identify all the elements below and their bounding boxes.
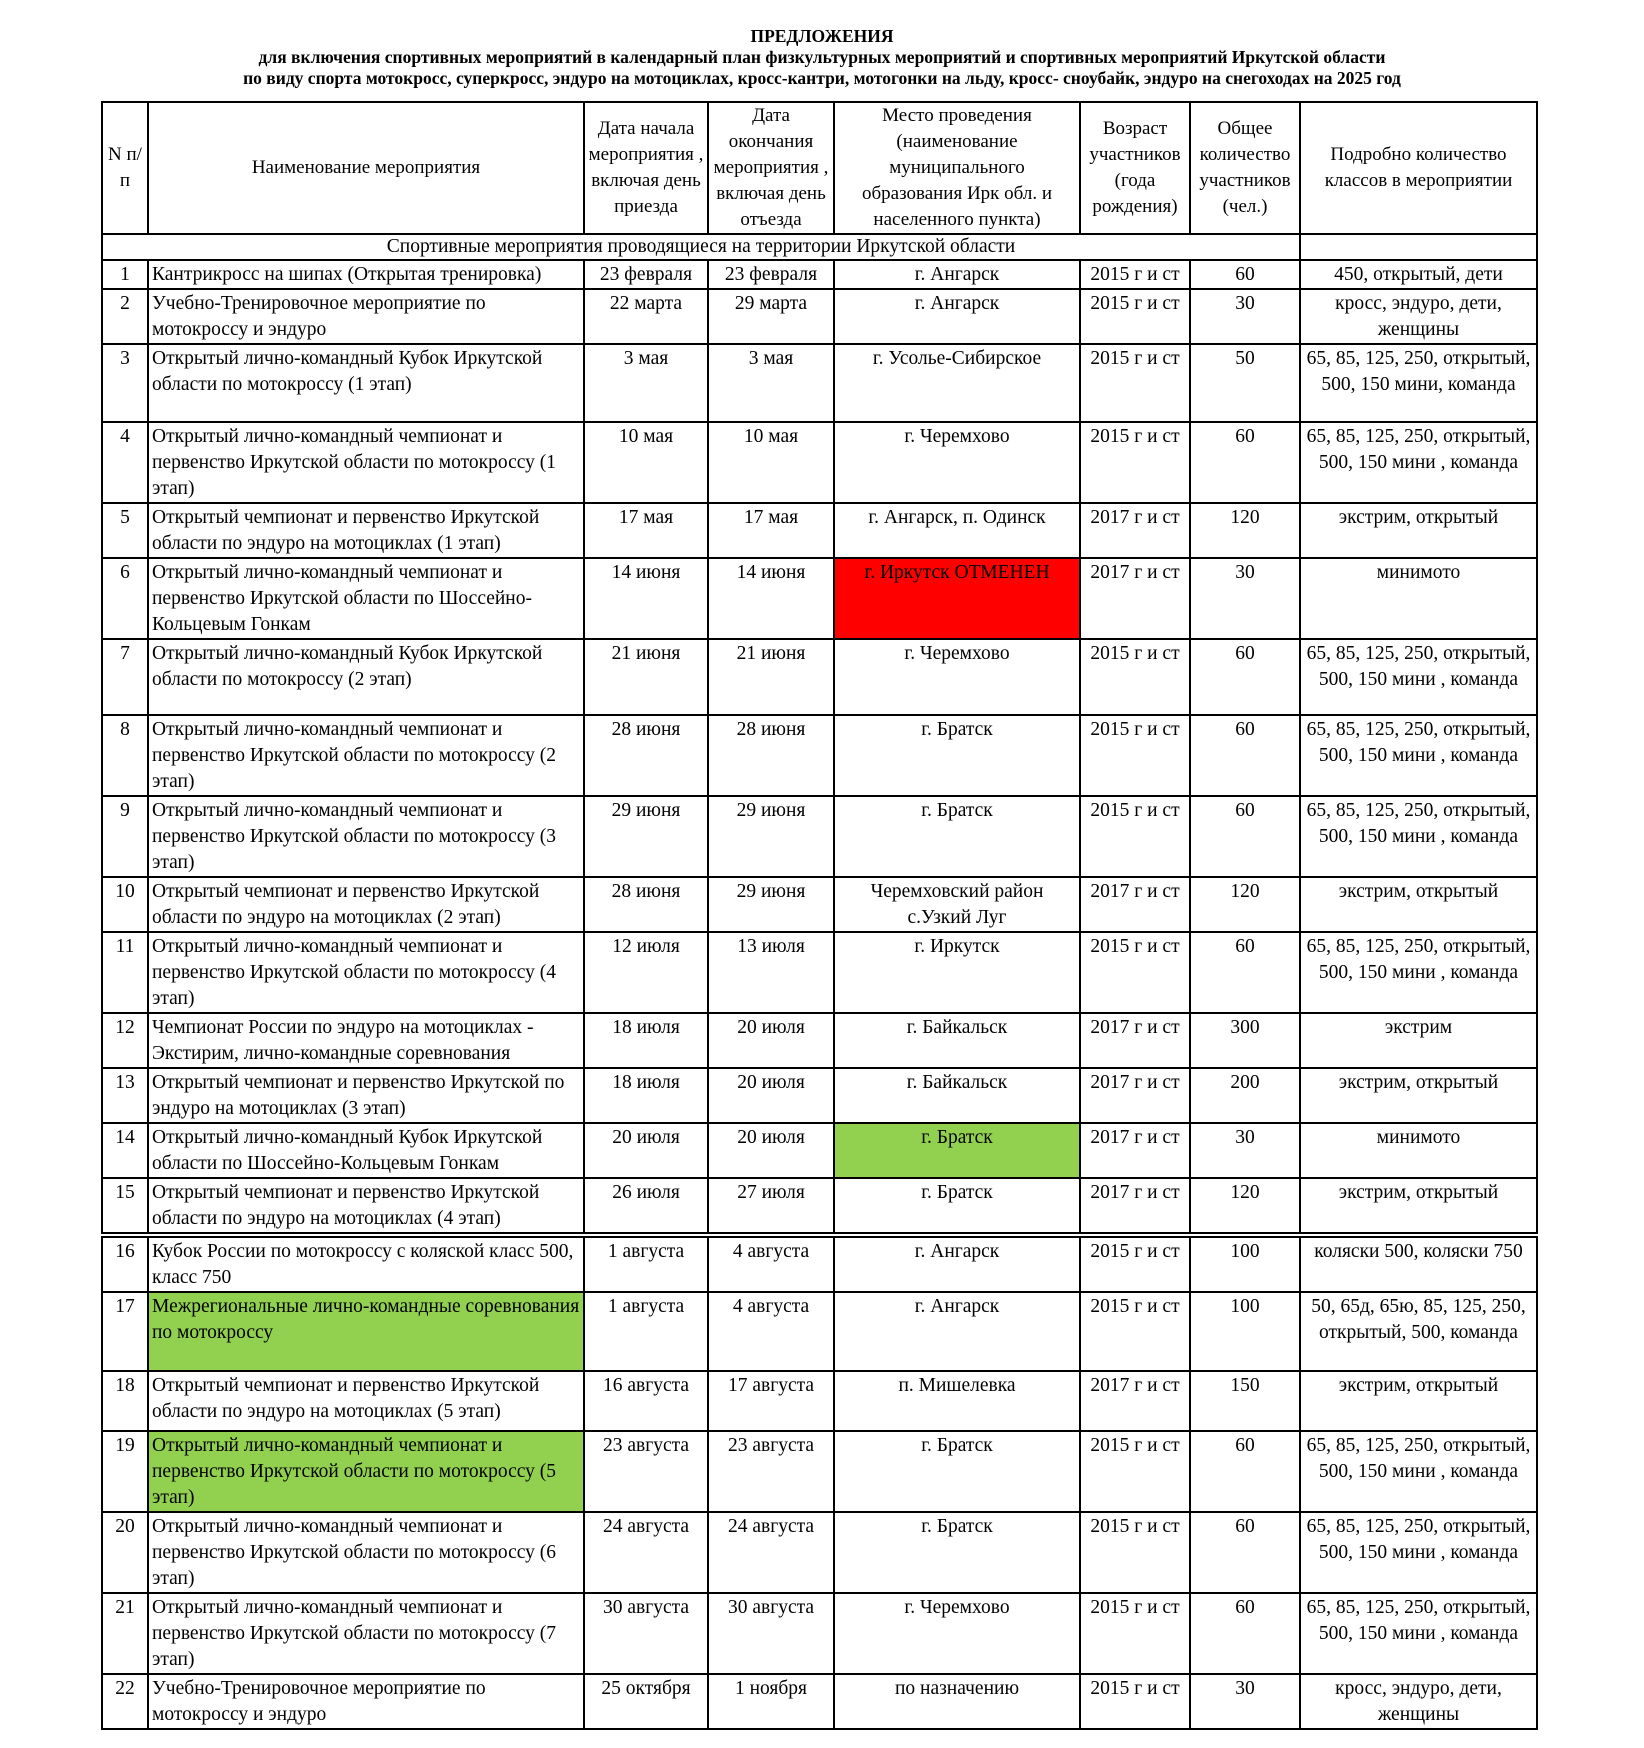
cell-count: 60 <box>1190 796 1300 877</box>
header-name: Наименование мероприятия <box>148 102 584 234</box>
cell-classes: 450, открытый, дети <box>1300 260 1537 289</box>
cell-count: 120 <box>1190 503 1300 558</box>
cell-age: 2015 г и ст <box>1080 932 1190 1013</box>
cell-age: 2015 г и ст <box>1080 289 1190 344</box>
header-count: Общее количество участников (чел.) <box>1190 102 1300 234</box>
cell-number: 15 <box>102 1178 148 1233</box>
cell-event-name: Чемпионат России по эндуро на мотоциклах - Экстирим, лично-командные соревнования <box>148 1013 584 1068</box>
cell-event-name: Открытый лично-командный чемпионат и первенство Иркутской области по мотокроссу (7 этап) <box>148 1593 584 1674</box>
table-row <box>102 1237 1537 1292</box>
cell-end-date: 1 ноября <box>708 1674 834 1729</box>
cell-age: 2017 г и ст <box>1080 1178 1190 1233</box>
cell-count: 30 <box>1190 1123 1300 1178</box>
cell-place: п. Мишелевка <box>834 1371 1080 1431</box>
cell-end-date: 20 июля <box>708 1123 834 1178</box>
cell-end-date: 28 июня <box>708 715 834 796</box>
cell-start-date: 23 августа <box>584 1431 708 1512</box>
cell-place: г. Черемхово <box>834 422 1080 503</box>
document-title: ПРЕДЛОЖЕНИЯ <box>750 26 894 46</box>
cell-age: 2015 г и ст <box>1080 1593 1190 1674</box>
cell-age: 2015 г и ст <box>1080 344 1190 422</box>
cell-number: 12 <box>102 1013 148 1068</box>
cell-classes: кросс, эндуро, дети, женщины <box>1300 1674 1537 1729</box>
cell-classes: минимото <box>1300 1123 1537 1178</box>
cell-start-date: 26 июля <box>584 1178 708 1233</box>
cell-event-name: Открытый лично-командный Кубок Иркутской области по Шоссейно-Кольцевым Гонкам <box>148 1123 584 1178</box>
cell-number: 18 <box>102 1371 148 1431</box>
table-row <box>102 1674 1537 1729</box>
table-row <box>102 260 1537 289</box>
cell-end-date: 30 августа <box>708 1593 834 1674</box>
table-row <box>102 1123 1537 1178</box>
section-row <box>102 234 1537 260</box>
cell-start-date: 23 февраля <box>584 260 708 289</box>
cell-count: 100 <box>1190 1292 1300 1371</box>
cell-number: 7 <box>102 639 148 715</box>
cell-age: 2015 г и ст <box>1080 1674 1190 1729</box>
cell-event-name: Открытый чемпионат и первенство Иркутской области по эндуро на мотоциклах (1 этап) <box>148 503 584 558</box>
cell-place: г. Черемхово <box>834 639 1080 715</box>
cell-number: 20 <box>102 1512 148 1593</box>
header-row <box>102 102 1537 234</box>
cell-end-date: 4 августа <box>708 1237 834 1292</box>
cell-age: 2017 г и ст <box>1080 503 1190 558</box>
cell-place: г. Братск <box>834 796 1080 877</box>
cell-start-date: 10 мая <box>584 422 708 503</box>
cell-end-date: 20 июля <box>708 1013 834 1068</box>
table-row <box>102 289 1537 344</box>
cell-count: 50 <box>1190 344 1300 422</box>
section-empty-cell <box>1300 234 1537 260</box>
cell-classes: 65, 85, 125, 250, открытый, 500, 150 мини , команда <box>1300 639 1537 715</box>
cell-classes: 65, 85, 125, 250, открытый, 500, 150 мини , команда <box>1300 422 1537 503</box>
cell-classes: 65, 85, 125, 250, открытый, 500, 150 мини, команда <box>1300 344 1537 422</box>
cell-age: 2017 г и ст <box>1080 1123 1190 1178</box>
cell-start-date: 29 июня <box>584 796 708 877</box>
cell-classes: экстрим, открытый <box>1300 1371 1537 1431</box>
cell-place: г. Ангарск, п. Одинск <box>834 503 1080 558</box>
cell-count: 120 <box>1190 877 1300 932</box>
cell-count: 300 <box>1190 1013 1300 1068</box>
table-row <box>102 1068 1537 1123</box>
cell-classes: 65, 85, 125, 250, открытый, 500, 150 мини , команда <box>1300 1431 1537 1512</box>
cell-event-name: Кантрикросс на шипах (Открытая тренировка) <box>148 260 584 289</box>
table-row <box>102 1292 1537 1371</box>
cell-place: г. Усолье-Сибирское <box>834 344 1080 422</box>
cell-number: 4 <box>102 422 148 503</box>
cell-end-date: 21 июня <box>708 639 834 715</box>
cell-start-date: 1 августа <box>584 1292 708 1371</box>
cell-event-name: Учебно-Тренировочное мероприятие по мотокроссу и эндуро <box>148 289 584 344</box>
cell-end-date: 20 июля <box>708 1068 834 1123</box>
cell-place: по назначению <box>834 1674 1080 1729</box>
header-classes: Подробно количество классов в мероприятии <box>1300 102 1537 234</box>
cell-end-date: 17 мая <box>708 503 834 558</box>
table-row <box>102 932 1537 1013</box>
cell-count: 30 <box>1190 1674 1300 1729</box>
cell-event-name: Открытый чемпионат и первенство Иркутской по эндуро на мотоциклах (3 этап) <box>148 1068 584 1123</box>
cell-number: 17 <box>102 1292 148 1371</box>
table-row <box>102 558 1537 639</box>
cell-place: г. Иркутск ОТМЕНЕН <box>834 558 1080 639</box>
cell-number: 10 <box>102 877 148 932</box>
document-header <box>0 26 1644 89</box>
cell-classes: 65, 85, 125, 250, открытый, 500, 150 мини , команда <box>1300 796 1537 877</box>
cell-start-date: 22 марта <box>584 289 708 344</box>
cell-number: 3 <box>102 344 148 422</box>
cell-classes: 65, 85, 125, 250, открытый, 500, 150 мини , команда <box>1300 715 1537 796</box>
cell-number: 9 <box>102 796 148 877</box>
header-number: N п/п <box>102 102 148 234</box>
cell-classes: 65, 85, 125, 250, открытый, 500, 150 мини , команда <box>1300 932 1537 1013</box>
cell-start-date: 28 июня <box>584 877 708 932</box>
cell-end-date: 4 августа <box>708 1292 834 1371</box>
header-age: Возраст участников (года рождения) <box>1080 102 1190 234</box>
cell-start-date: 14 июня <box>584 558 708 639</box>
cell-place: г. Братск <box>834 1512 1080 1593</box>
cell-start-date: 24 августа <box>584 1512 708 1593</box>
cell-number: 22 <box>102 1674 148 1729</box>
cell-classes: экстрим <box>1300 1013 1537 1068</box>
table-row <box>102 639 1537 715</box>
table-row <box>102 1512 1537 1593</box>
cell-place: Черемховский район с.Узкий Луг <box>834 877 1080 932</box>
cell-start-date: 3 мая <box>584 344 708 422</box>
cell-classes: 65, 85, 125, 250, открытый, 500, 150 мини , команда <box>1300 1593 1537 1674</box>
cell-end-date: 14 июня <box>708 558 834 639</box>
cell-event-name: Открытый лично-командный Кубок Иркутской области по мотокроссу (1 этап) <box>148 344 584 422</box>
cell-place: г. Черемхово <box>834 1593 1080 1674</box>
cell-count: 60 <box>1190 932 1300 1013</box>
cell-end-date: 17 августа <box>708 1371 834 1431</box>
cell-classes: экстрим, открытый <box>1300 877 1537 932</box>
cell-event-name: Открытый лично-командный чемпионат и первенство Иркутской области по мотокроссу (3 этап) <box>148 796 584 877</box>
cell-number: 19 <box>102 1431 148 1512</box>
cell-classes: коляски 500, коляски 750 <box>1300 1237 1537 1292</box>
cell-place: г. Братск <box>834 1431 1080 1512</box>
header-start-date: Дата начала мероприятия , включая день приезда <box>584 102 708 234</box>
cell-start-date: 12 июля <box>584 932 708 1013</box>
cell-event-name: Учебно-Тренировочное мероприятие по мотокроссу и эндуро <box>148 1674 584 1729</box>
cell-place: г. Братск <box>834 1123 1080 1178</box>
cell-start-date: 16 августа <box>584 1371 708 1431</box>
cell-count: 60 <box>1190 715 1300 796</box>
cell-count: 60 <box>1190 422 1300 503</box>
cell-classes: 65, 85, 125, 250, открытый, 500, 150 мини , команда <box>1300 1512 1537 1593</box>
cell-age: 2015 г и ст <box>1080 260 1190 289</box>
cell-number: 14 <box>102 1123 148 1178</box>
cell-count: 60 <box>1190 639 1300 715</box>
cell-start-date: 21 июня <box>584 639 708 715</box>
cell-number: 6 <box>102 558 148 639</box>
table-row <box>102 1371 1537 1431</box>
cell-end-date: 29 июня <box>708 796 834 877</box>
cell-age: 2015 г и ст <box>1080 796 1190 877</box>
cell-event-name: Открытый лично-командный чемпионат и первенство Иркутской области по мотокроссу (2 этап) <box>148 715 584 796</box>
cell-number: 2 <box>102 289 148 344</box>
table-row <box>102 1431 1537 1512</box>
cell-event-name: Открытый лично-командный чемпионат и первенство Иркутской области по мотокроссу (5 этап) <box>148 1431 584 1512</box>
cell-end-date: 23 февраля <box>708 260 834 289</box>
events-table <box>101 101 1538 1730</box>
cell-classes: экстрим, открытый <box>1300 1068 1537 1123</box>
cell-number: 8 <box>102 715 148 796</box>
cell-end-date: 24 августа <box>708 1512 834 1593</box>
table-row <box>102 1178 1537 1233</box>
cell-place: г. Братск <box>834 715 1080 796</box>
table-row <box>102 1013 1537 1068</box>
cell-place: г. Ангарск <box>834 289 1080 344</box>
cell-place: г. Байкальск <box>834 1068 1080 1123</box>
cell-number: 11 <box>102 932 148 1013</box>
cell-count: 60 <box>1190 1593 1300 1674</box>
cell-end-date: 29 июня <box>708 877 834 932</box>
cell-age: 2015 г и ст <box>1080 639 1190 715</box>
cell-event-name: Открытый лично-командный чемпионат и первенство Иркутской области по мотокроссу (4 этап) <box>148 932 584 1013</box>
cell-start-date: 18 июля <box>584 1013 708 1068</box>
table-row <box>102 1593 1537 1674</box>
cell-end-date: 3 мая <box>708 344 834 422</box>
cell-count: 100 <box>1190 1237 1300 1292</box>
table-row <box>102 422 1537 503</box>
cell-end-date: 23 августа <box>708 1431 834 1512</box>
cell-count: 60 <box>1190 1431 1300 1512</box>
cell-age: 2017 г и ст <box>1080 1013 1190 1068</box>
cell-place: г. Иркутск <box>834 932 1080 1013</box>
cell-classes: экстрим, открытый <box>1300 1178 1537 1233</box>
cell-classes: 50, 65д, 65ю, 85, 125, 250, открытый, 500, команда <box>1300 1292 1537 1371</box>
cell-start-date: 20 июля <box>584 1123 708 1178</box>
document-subtitle-1: для включения спортивных мероприятий в календарный план физкультурных мероприятий и спортивных мероприятий Иркутской области <box>258 47 1386 67</box>
cell-start-date: 17 мая <box>584 503 708 558</box>
table-row <box>102 877 1537 932</box>
cell-event-name: Кубок России по мотокроссу с коляской класс 500, класс 750 <box>148 1237 584 1292</box>
cell-age: 2017 г и ст <box>1080 558 1190 639</box>
cell-classes: кросс, эндуро, дети, женщины <box>1300 289 1537 344</box>
cell-end-date: 13 июля <box>708 932 834 1013</box>
cell-event-name: Открытый лично-командный чемпионат и первенство Иркутской области по мотокроссу (1 этап) <box>148 422 584 503</box>
cell-number: 5 <box>102 503 148 558</box>
cell-place: г. Байкальск <box>834 1013 1080 1068</box>
cell-count: 150 <box>1190 1371 1300 1431</box>
cell-start-date: 1 августа <box>584 1237 708 1292</box>
cell-place: г. Братск <box>834 1178 1080 1233</box>
cell-place: г. Ангарск <box>834 1237 1080 1292</box>
cell-count: 30 <box>1190 289 1300 344</box>
cell-count: 200 <box>1190 1068 1300 1123</box>
cell-end-date: 10 мая <box>708 422 834 503</box>
section-title: Спортивные мероприятия проводящиеся на территории Иркутской области <box>102 234 1300 260</box>
table-row <box>102 503 1537 558</box>
cell-age: 2015 г и ст <box>1080 715 1190 796</box>
cell-number: 13 <box>102 1068 148 1123</box>
cell-count: 30 <box>1190 558 1300 639</box>
cell-number: 1 <box>102 260 148 289</box>
cell-start-date: 25 октября <box>584 1674 708 1729</box>
cell-age: 2015 г и ст <box>1080 1512 1190 1593</box>
cell-count: 60 <box>1190 260 1300 289</box>
header-place: Место проведения (наименование муниципального образования Ирк обл. и населенного пункта) <box>834 102 1080 234</box>
table-row <box>102 796 1537 877</box>
cell-classes: минимото <box>1300 558 1537 639</box>
cell-age: 2015 г и ст <box>1080 1431 1190 1512</box>
cell-count: 60 <box>1190 1512 1300 1593</box>
cell-number: 21 <box>102 1593 148 1674</box>
cell-age: 2017 г и ст <box>1080 877 1190 932</box>
cell-classes: экстрим, открытый <box>1300 503 1537 558</box>
cell-start-date: 30 августа <box>584 1593 708 1674</box>
cell-age: 2015 г и ст <box>1080 1292 1190 1371</box>
table-row <box>102 715 1537 796</box>
cell-age: 2015 г и ст <box>1080 1237 1190 1292</box>
cell-end-date: 29 марта <box>708 289 834 344</box>
cell-end-date: 27 июля <box>708 1178 834 1233</box>
cell-event-name: Открытый лично-командный чемпионат и первенство Иркутской области по мотокроссу (6 этап) <box>148 1512 584 1593</box>
document-subtitle-2: по виду спорта мотокросс, суперкросс, эндуро на мотоциклах, кросс-кантри, мотогонки на льду, кросс- сноубайк, эндуро на снегоходах на 2025 год <box>243 68 1401 88</box>
cell-event-name: Открытый чемпионат и первенство Иркутской области по эндуро на мотоциклах (2 этап) <box>148 877 584 932</box>
cell-number: 16 <box>102 1237 148 1292</box>
table-row <box>102 344 1537 422</box>
cell-age: 2017 г и ст <box>1080 1371 1190 1431</box>
cell-age: 2017 г и ст <box>1080 1068 1190 1123</box>
cell-event-name: Открытый лично-командный чемпионат и первенство Иркутской области по Шоссейно-Кольцевым Гонкам <box>148 558 584 639</box>
cell-start-date: 18 июля <box>584 1068 708 1123</box>
cell-event-name: Открытый чемпионат и первенство Иркутской области по эндуро на мотоциклах (4 этап) <box>148 1178 584 1233</box>
header-end-date: Дата окончания мероприятия , включая день отъезда <box>708 102 834 234</box>
cell-start-date: 28 июня <box>584 715 708 796</box>
cell-place: г. Ангарск <box>834 1292 1080 1371</box>
cell-age: 2015 г и ст <box>1080 422 1190 503</box>
cell-place: г. Ангарск <box>834 260 1080 289</box>
cell-event-name: Межрегиональные лично-командные соревнования по мотокроссу <box>148 1292 584 1371</box>
cell-event-name: Открытый лично-командный Кубок Иркутской области по мотокроссу (2 этап) <box>148 639 584 715</box>
cell-count: 120 <box>1190 1178 1300 1233</box>
cell-event-name: Открытый чемпионат и первенство Иркутской области по эндуро на мотоциклах (5 этап) <box>148 1371 584 1431</box>
